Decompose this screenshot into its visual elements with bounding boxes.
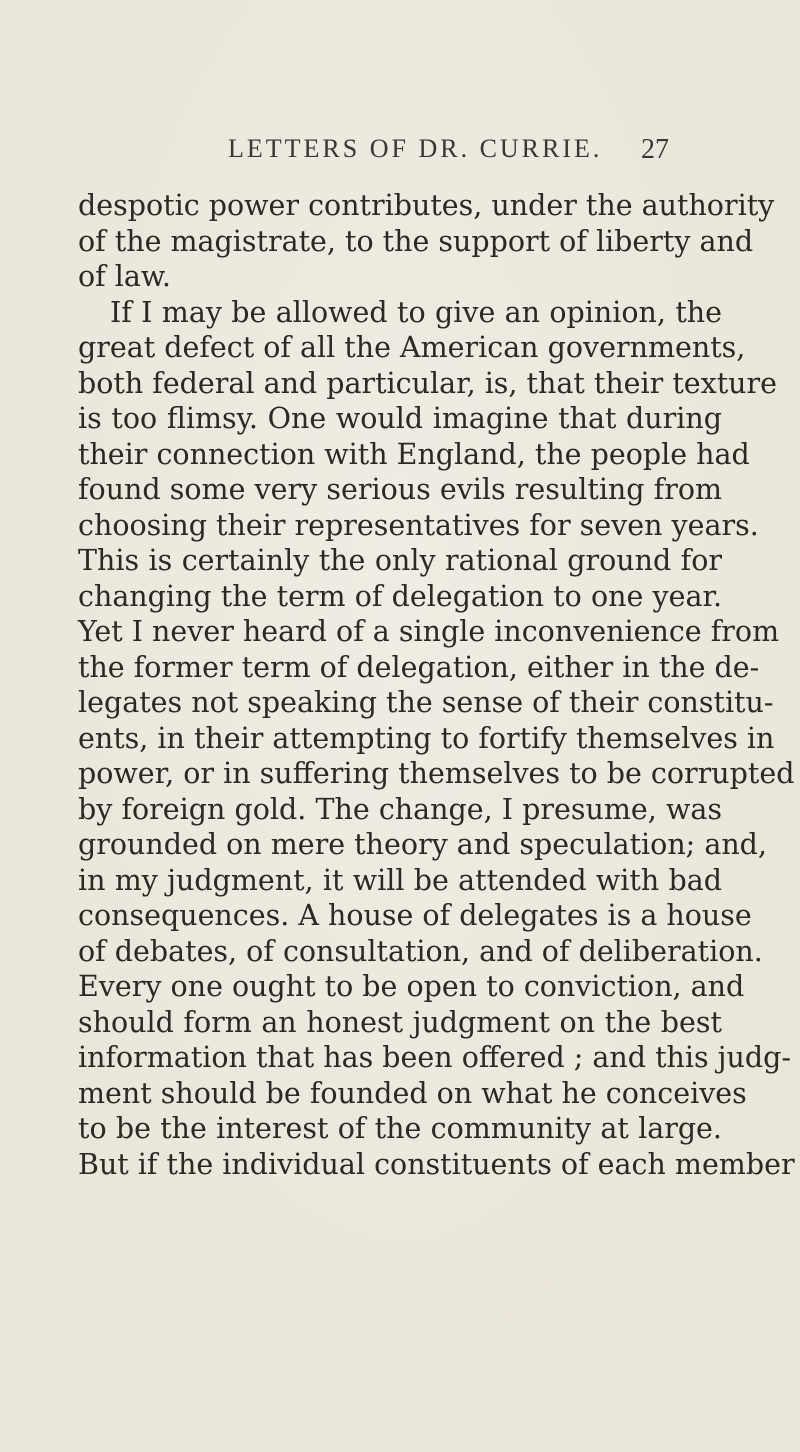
text-line: despotic power contributes, under the authority	[78, 189, 775, 222]
running-head	[228, 134, 728, 174]
text-line: by foreign gold. The change, I presume, was	[78, 792, 722, 826]
text-line: ents, in their attempting to fortify themselves in	[78, 721, 775, 755]
text-line: great defect of all the American governments,	[78, 331, 746, 364]
text-line: But if the individual constituents of each member	[78, 1147, 795, 1181]
text-line: their connection with England, the people had	[78, 437, 750, 471]
body-text	[78, 188, 795, 1182]
text-line: power, or in suffering themselves to be corrupted	[78, 757, 795, 790]
text-line: grounded on mere theory and speculation; and,	[78, 828, 767, 861]
page-number: 27	[641, 134, 669, 165]
text-line: of the magistrate, to the support of liberty and	[78, 224, 754, 258]
text-line: consequences. A house of delegates is a house	[78, 899, 752, 932]
text-line: should form an honest judgment on the best	[78, 1005, 722, 1039]
text-line: of law.	[78, 260, 171, 293]
text-line: legates not speaking the sense of their constitu-	[78, 686, 774, 719]
text-line: both federal and particular, is, that their texture	[78, 366, 778, 400]
text-line: ment should be founded on what he conceives	[78, 1076, 747, 1110]
text-line: is too flimsy. One would imagine that during	[78, 402, 722, 435]
text-line: changing the term of delegation to one year.	[78, 579, 722, 613]
text-line: Yet I never heard of a single inconvenience from	[78, 615, 780, 648]
text-line: in my judgment, it will be attended with bad	[78, 863, 722, 897]
text-line: found some very serious evils resulting from	[78, 473, 722, 506]
text-line: information that has been offered ; and this judg-	[78, 1041, 791, 1074]
text-line: Every one ought to be open to conviction, and	[78, 970, 745, 1003]
text-line: If I may be allowed to give an opinion, the	[110, 295, 722, 329]
text-line: choosing their representatives for seven years.	[78, 508, 759, 542]
text-line: This is certainly the only rational ground for	[78, 544, 722, 577]
text-line: of debates, of consultation, and of deliberation.	[78, 934, 763, 968]
text-line: the former term of delegation, either in the de-	[78, 650, 760, 684]
running-title: LETTERS OF DR. CURRIE.	[228, 134, 603, 163]
text-line: to be the interest of the community at large.	[78, 1112, 722, 1145]
